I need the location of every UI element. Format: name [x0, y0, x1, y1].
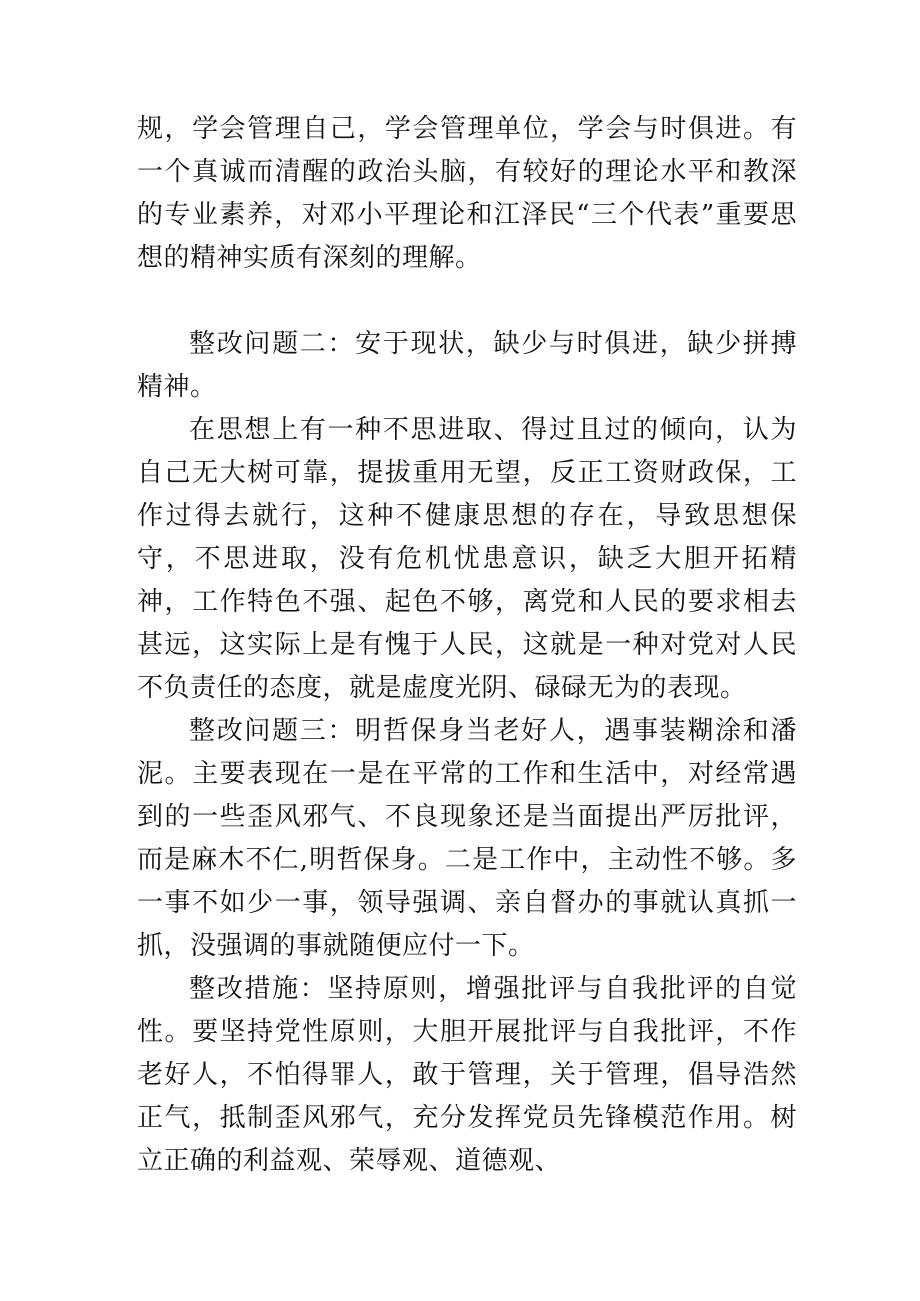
paragraph-rectification-issue-three: 整改问题三：明哲保身当老好人，遇事装糊涂和潘泥。主要表现在一是在平常的工作和生活中，对经常遇到的一些歪风邪气、不良现象还是当面提出严厉批评，而是麻木不仁,明哲保身。二是工作中，主动性不够。多一事不如少一事，领导强调、亲自督办的事就认真抓一抓，没强调的事就随便应付一下。 [137, 716, 797, 961]
paragraph-issue-two-description: 在思想上有一种不思进取、得过且过的倾向，认为自己无大树可靠，提拔重用无望，反正工资财政保，工作过得去就行，这种不健康思想的存在，导致思想保守，不思进取，没有危机忧患意识，缺乏大胆开拓精神，工作特色不强、起色不够，离党和人民的要求相去甚远，这实际上是有愧于人民，这就是一种对党对人民不负责任的态度，就是虚度光阴、碌碌无为的表现。 [137, 415, 797, 703]
paragraph-rectification-measures: 整改措施：坚持原则，增强批评与自我批评的自觉性。要坚持党性原则，大胆开展批评与自我批评，不作老好人，不怕得罪人，敢于管理，关于管理，倡导浩然正气，抵制歪风邪气，充分发挥党员先锋模范作用。树立正确的利益观、荣辱观、道德观、 [137, 974, 797, 1176]
paragraph-rectification-issue-two: 整改问题二：安于现状，缺少与时俱进，缺少拼搏精神。 [137, 329, 797, 402]
paragraph-continued-text: 规，学会管理自己，学会管理单位，学会与时俱进。有一个真诚而清醒的政治头脑，有较好的理论水平和教深的专业素养，对邓小平理论和江泽民“三个代表”重要思想的精神实质有深刻的理解。 [137, 114, 797, 273]
